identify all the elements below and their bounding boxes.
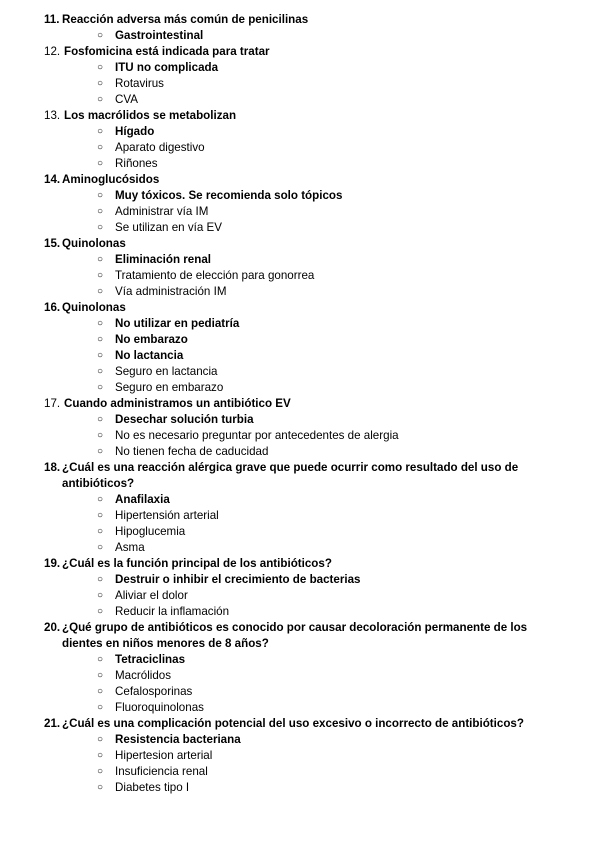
answer-text: Cefalosporinas bbox=[115, 685, 193, 698]
answer-option bbox=[0, 284, 600, 300]
answer-text: Riñones bbox=[115, 157, 158, 170]
answer-option bbox=[0, 92, 600, 108]
circle-bullet-icon: ○ bbox=[97, 702, 104, 713]
question-text: Fosfomicina está indicada para tratar bbox=[64, 45, 270, 58]
question-block bbox=[0, 172, 600, 236]
answer-option bbox=[0, 700, 600, 716]
answer-list bbox=[0, 316, 600, 396]
question-text: Aminoglucósidos bbox=[62, 173, 160, 186]
answer-option bbox=[0, 780, 600, 796]
question-block bbox=[0, 12, 600, 44]
circle-bullet-icon: ○ bbox=[97, 446, 104, 457]
circle-bullet-icon: ○ bbox=[97, 590, 104, 601]
question-heading bbox=[0, 236, 600, 252]
answer-text: Tratamiento de elección para gonorrea bbox=[115, 269, 315, 282]
circle-bullet-icon: ○ bbox=[97, 494, 104, 505]
circle-bullet-icon: ○ bbox=[97, 254, 104, 265]
answer-option bbox=[0, 540, 600, 556]
circle-bullet-icon: ○ bbox=[97, 126, 104, 137]
answer-correct bbox=[0, 492, 600, 508]
answer-option bbox=[0, 508, 600, 524]
circle-bullet-icon: ○ bbox=[97, 526, 104, 537]
circle-bullet-icon: ○ bbox=[97, 142, 104, 153]
circle-bullet-icon: ○ bbox=[97, 686, 104, 697]
question-heading bbox=[0, 44, 600, 60]
answer-text: Desechar solución turbia bbox=[115, 413, 254, 426]
answer-text: Se utilizan en vía EV bbox=[115, 221, 222, 234]
answer-text: Hipertesion arterial bbox=[115, 749, 213, 762]
answer-correct bbox=[0, 28, 600, 44]
circle-bullet-icon: ○ bbox=[97, 782, 104, 793]
answer-text: ITU no complicada bbox=[115, 61, 219, 74]
circle-bullet-icon: ○ bbox=[97, 158, 104, 169]
question-number: 11. bbox=[44, 13, 60, 26]
circle-bullet-icon: ○ bbox=[97, 206, 104, 217]
answer-text: Eliminación renal bbox=[115, 253, 211, 266]
question-number: 19. bbox=[44, 557, 61, 570]
answer-text: Insuficiencia renal bbox=[115, 765, 208, 778]
circle-bullet-icon: ○ bbox=[97, 670, 104, 681]
answer-correct bbox=[0, 188, 600, 204]
question-heading bbox=[0, 620, 600, 652]
answer-option bbox=[0, 380, 600, 396]
answer-option bbox=[0, 140, 600, 156]
answer-option bbox=[0, 76, 600, 92]
question-block bbox=[0, 396, 600, 460]
question-number: 17. bbox=[44, 397, 61, 410]
circle-bullet-icon: ○ bbox=[97, 414, 104, 425]
question-number: 16. bbox=[44, 301, 61, 314]
circle-bullet-icon: ○ bbox=[97, 334, 104, 345]
circle-bullet-icon: ○ bbox=[97, 94, 104, 105]
answer-text: CVA bbox=[115, 93, 138, 106]
answer-text: Aparato digestivo bbox=[115, 141, 205, 154]
question-number: 20. bbox=[44, 621, 61, 634]
answer-text: No embarazo bbox=[115, 333, 188, 346]
answer-text: Administrar vía IM bbox=[115, 205, 209, 218]
answer-option bbox=[0, 204, 600, 220]
answer-correct bbox=[0, 652, 600, 668]
question-heading bbox=[0, 460, 600, 492]
question-block bbox=[0, 620, 600, 716]
answer-option bbox=[0, 524, 600, 540]
answer-text: Tetraciclinas bbox=[115, 653, 186, 666]
circle-bullet-icon: ○ bbox=[97, 350, 104, 361]
answer-list bbox=[0, 124, 600, 172]
answer-text: Seguro en embarazo bbox=[115, 381, 224, 394]
question-block bbox=[0, 556, 600, 620]
question-text: ¿Qué grupo de antibióticos es conocido por causar decoloración permanente de los dientes en niños menores de 8 años? bbox=[62, 621, 528, 650]
answer-option bbox=[0, 268, 600, 284]
answer-list bbox=[0, 252, 600, 300]
circle-bullet-icon: ○ bbox=[97, 270, 104, 281]
question-heading bbox=[0, 396, 600, 412]
answer-text: Destruir o inhibir el crecimiento de bacterias bbox=[115, 573, 361, 586]
answer-list bbox=[0, 60, 600, 108]
question-block bbox=[0, 44, 600, 108]
answer-option bbox=[0, 220, 600, 236]
answer-text: No es necesario preguntar por antecedentes de alergia bbox=[115, 429, 399, 442]
answer-option bbox=[0, 428, 600, 444]
answer-text: Hígado bbox=[115, 125, 155, 138]
answer-text: Fluoroquinolonas bbox=[115, 701, 204, 714]
circle-bullet-icon: ○ bbox=[97, 222, 104, 233]
answer-option bbox=[0, 156, 600, 172]
answer-text: No lactancia bbox=[115, 349, 184, 362]
answer-correct bbox=[0, 348, 600, 364]
circle-bullet-icon: ○ bbox=[97, 542, 104, 553]
answer-list bbox=[0, 492, 600, 556]
answer-option bbox=[0, 748, 600, 764]
answer-option bbox=[0, 684, 600, 700]
question-number: 18. bbox=[44, 461, 61, 474]
answer-option bbox=[0, 364, 600, 380]
answer-option bbox=[0, 444, 600, 460]
answer-option bbox=[0, 668, 600, 684]
question-heading bbox=[0, 12, 600, 28]
circle-bullet-icon: ○ bbox=[97, 366, 104, 377]
circle-bullet-icon: ○ bbox=[97, 318, 104, 329]
question-block bbox=[0, 108, 600, 172]
answer-correct bbox=[0, 124, 600, 140]
answer-text: Asma bbox=[115, 541, 145, 554]
question-number: 14. bbox=[44, 173, 61, 186]
answer-text: Macrólidos bbox=[115, 669, 172, 682]
answer-correct bbox=[0, 316, 600, 332]
answer-correct bbox=[0, 572, 600, 588]
answer-list bbox=[0, 188, 600, 236]
answer-text: No utilizar en pediatría bbox=[115, 317, 240, 330]
circle-bullet-icon: ○ bbox=[97, 30, 104, 41]
circle-bullet-icon: ○ bbox=[97, 510, 104, 521]
circle-bullet-icon: ○ bbox=[97, 750, 104, 761]
answer-correct bbox=[0, 60, 600, 76]
question-text: ¿Cuál es una reacción alérgica grave que puede ocurrir como resultado del uso de antibióticos? bbox=[62, 461, 519, 490]
answer-list bbox=[0, 732, 600, 796]
question-text: Quinolonas bbox=[62, 237, 126, 250]
circle-bullet-icon: ○ bbox=[97, 78, 104, 89]
question-block bbox=[0, 236, 600, 300]
question-text: ¿Cuál es la función principal de los antibióticos? bbox=[62, 557, 332, 570]
answer-list bbox=[0, 652, 600, 716]
answer-correct bbox=[0, 732, 600, 748]
question-heading bbox=[0, 108, 600, 124]
circle-bullet-icon: ○ bbox=[97, 734, 104, 745]
answer-text: Diabetes tipo I bbox=[115, 781, 190, 794]
answer-text: Muy tóxicos. Se recomienda solo tópicos bbox=[115, 189, 343, 202]
answer-list bbox=[0, 572, 600, 620]
answer-correct bbox=[0, 332, 600, 348]
question-number: 21. bbox=[44, 717, 61, 730]
circle-bullet-icon: ○ bbox=[97, 286, 104, 297]
question-block bbox=[0, 460, 600, 556]
answer-text: Gastrointestinal bbox=[115, 29, 204, 42]
answer-option bbox=[0, 764, 600, 780]
circle-bullet-icon: ○ bbox=[97, 606, 104, 617]
answer-correct bbox=[0, 252, 600, 268]
question-heading bbox=[0, 556, 600, 572]
circle-bullet-icon: ○ bbox=[97, 574, 104, 585]
circle-bullet-icon: ○ bbox=[97, 430, 104, 441]
question-heading bbox=[0, 172, 600, 188]
question-heading bbox=[0, 300, 600, 316]
answer-text: Resistencia bacteriana bbox=[115, 733, 241, 746]
question-block bbox=[0, 716, 600, 796]
question-text: Cuando administramos un antibiótico EV bbox=[64, 397, 291, 410]
answer-option bbox=[0, 588, 600, 604]
answer-text: Hipertensión arterial bbox=[115, 509, 219, 522]
circle-bullet-icon: ○ bbox=[97, 382, 104, 393]
answer-text: Vía administración IM bbox=[115, 285, 227, 298]
question-text: Reacción adversa más común de penicilinas bbox=[62, 13, 309, 26]
answer-text: Rotavirus bbox=[115, 77, 164, 90]
answer-text: Hipoglucemia bbox=[115, 525, 186, 538]
question-block bbox=[0, 300, 600, 396]
answer-text: Aliviar el dolor bbox=[115, 589, 188, 602]
answer-text: No tienen fecha de caducidad bbox=[115, 445, 269, 458]
answer-list bbox=[0, 28, 600, 44]
answer-correct bbox=[0, 412, 600, 428]
answer-text: Reducir la inflamación bbox=[115, 605, 230, 618]
question-text: ¿Cuál es una complicación potencial del uso excesivo o incorrecto de antibióticos? bbox=[62, 717, 524, 730]
question-text: Los macrólidos se metabolizan bbox=[64, 109, 237, 122]
circle-bullet-icon: ○ bbox=[97, 766, 104, 777]
document-page bbox=[0, 12, 600, 796]
answer-text: Seguro en lactancia bbox=[115, 365, 218, 378]
answer-option bbox=[0, 604, 600, 620]
circle-bullet-icon: ○ bbox=[97, 62, 104, 73]
question-text: Quinolonas bbox=[62, 301, 126, 314]
question-number: 12. bbox=[44, 45, 61, 58]
answer-list bbox=[0, 412, 600, 460]
question-number: 15. bbox=[44, 237, 61, 250]
circle-bullet-icon: ○ bbox=[97, 654, 104, 665]
answer-text: Anafilaxia bbox=[115, 493, 170, 506]
question-heading bbox=[0, 716, 600, 732]
question-number: 13. bbox=[44, 109, 61, 122]
circle-bullet-icon: ○ bbox=[97, 190, 104, 201]
